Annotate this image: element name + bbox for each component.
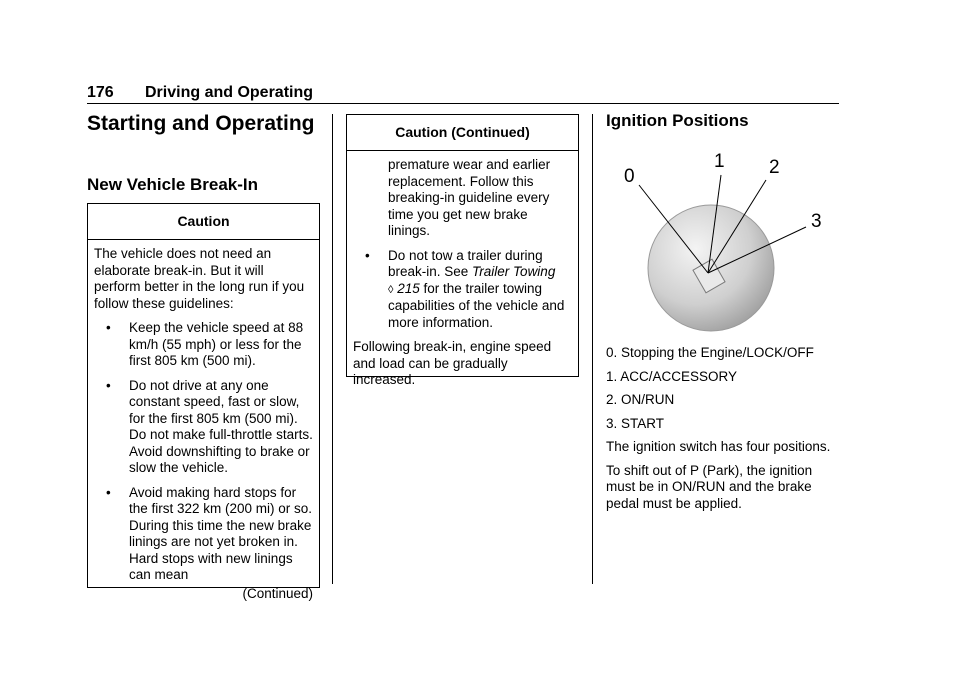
section-title: Driving and Operating [145,84,314,101]
section-heading-break-in: New Vehicle Break-In [87,175,259,194]
bullet-glyph: • [106,377,111,393]
column-divider-1 [332,114,333,584]
caution-bullet-text: Keep the vehicle speed at 88 km/h (55 mph) or less for the first 805 km (500 mi). [129,320,304,368]
position-label-0: 0 [624,166,635,187]
caution-heading-continued: Caution (Continued) [347,115,578,151]
position-label-3: 3 [811,211,822,232]
position-item: 2. ON/RUN [606,392,675,407]
column-divider-2 [592,114,593,584]
bullet-glyph: • [106,484,111,500]
position-label-1: 1 [714,151,725,172]
caution-intro: The vehicle does not need an elaborate break-in. But it will perform better in the long run if you follow these guidelines: [94,246,305,311]
caution-bullet [94,320,313,370]
caution-bullet [94,485,313,584]
bullet-glyph: • [106,320,111,335]
caution-closing: Following break-in, engine speed and load can be gradually increased. [353,339,552,387]
page-header [87,84,839,104]
caution-bullet-text: Avoid making hard stops for the first 322 km (200 mi) or so. During this time the new brake linings are not yet broken in. Hard stops with new linings can mean [129,484,313,582]
bullet-text-end: for the trailer towing capabilities of the vehicle and more information. [388,280,565,330]
section-heading-ignition: Ignition Positions [606,111,749,130]
caution-bullet-list [353,248,572,332]
bullet-glyph: • [365,247,370,263]
position-label-2: 2 [769,157,780,178]
ignition-text-block [606,345,838,519]
header-rule [87,103,839,104]
caution-heading: Caution [88,204,319,240]
caution-bullet [94,378,313,477]
ignition-paragraph: The ignition switch has four positions. [606,439,831,454]
position-item: 1. ACC/ACCESSORY [606,368,738,384]
caution-box-continued [346,114,579,387]
ignition-paragraph: To shift out of P (Park), the ignition must be in ON/RUN and the brake pedal must be applied. [606,462,813,511]
page-ref-icon: ◊ [388,283,394,296]
caution-box [87,203,320,601]
caution-bullet-text: Do not drive at any one constant speed, fast or slow, for the first 805 km (500 mi). Do not make full-throttle starts. Avoid downshifting to brake or slow the vehicle. [129,377,313,475]
chapter-title: Starting and Operating [87,112,315,135]
trailer-towing-link[interactable]: Trailer Towing [472,264,556,279]
position-item: 3. START [606,415,665,431]
caution-bullet-list [94,320,313,584]
caution-continuation-text: premature wear and earlier replacement. Follow this breaking-in guideline every time you get new brake linings. [388,157,551,238]
page-number: 176 [87,84,114,101]
caution-bullet [353,248,572,332]
bullet-text-start: Do not tow a trailer during break-in. See [388,247,543,279]
continued-label: (Continued) [242,585,313,601]
position-item: 0. Stopping the Engine/LOCK/OFF [606,345,814,360]
page-reference[interactable]: 215 [397,280,420,296]
ignition-switch-figure [606,145,846,340]
